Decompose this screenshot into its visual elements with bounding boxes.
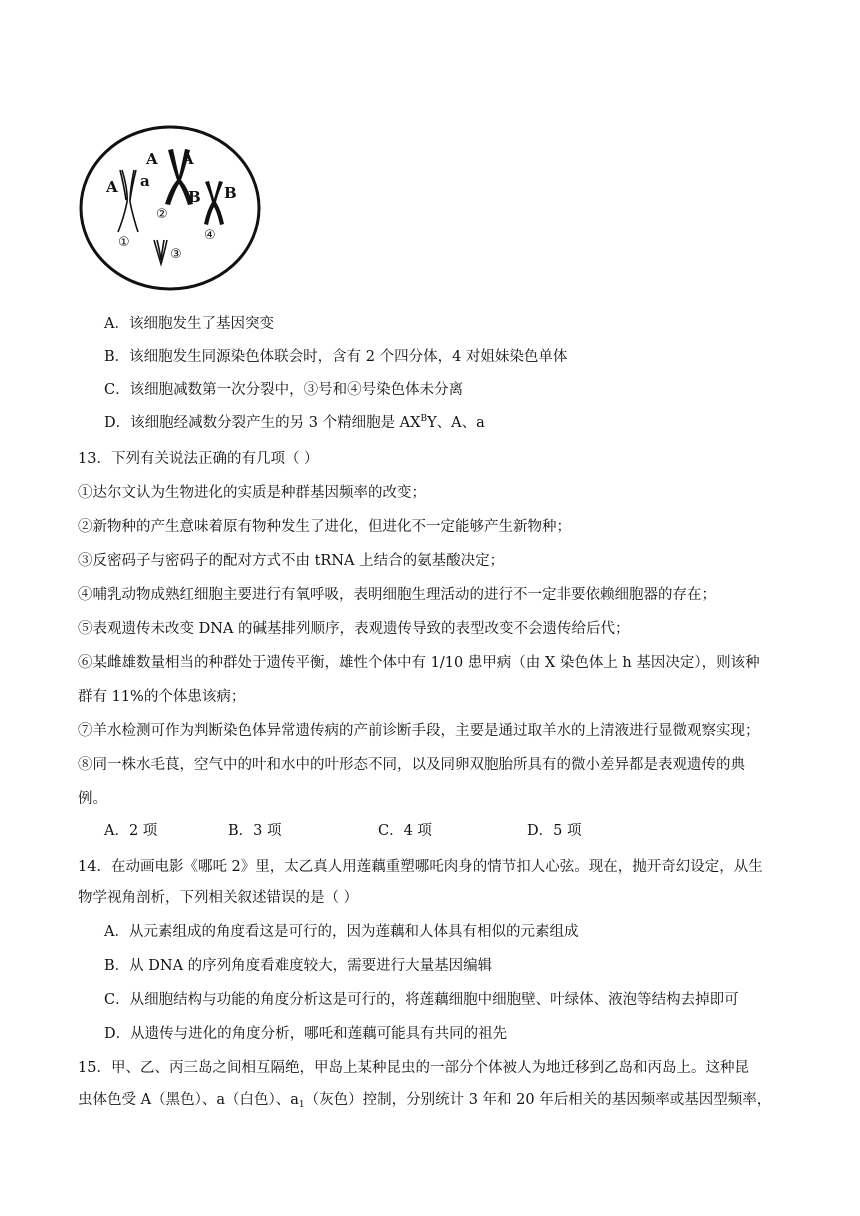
chromosome-1 bbox=[118, 170, 138, 232]
q13-item-1: ①达尔文认为生物进化的实质是种群基因频率的改变； bbox=[78, 485, 426, 501]
q12-option-a: A．该细胞发生了基因突变 bbox=[104, 316, 274, 332]
q14-option-c: C．从细胞结构与功能的角度分析这是可行的，将莲藕细胞中细胞壁、叶绿体、液泡等结构去掉即可 bbox=[104, 992, 739, 1008]
q13-item-4: ④哺乳动物成熟红细胞主要进行有氧呼吸，表明细胞生理活动的进行不一定非要依赖细胞器的存在； bbox=[78, 587, 716, 603]
q13-item-8: ⑧同一株水毛茛，空气中的叶和水中的叶形态不同，以及同卵双胞胎所具有的微小差异都是表观遗传的典 bbox=[78, 757, 745, 773]
label-c1-right: a bbox=[140, 172, 150, 190]
number-2: ② bbox=[156, 207, 168, 222]
q13-stem: 13．下列有关说法正确的有几项（ ） bbox=[78, 451, 319, 467]
q14-option-a: A．从元素组成的角度看这是可行的，因为莲藕和人体具有相似的元素组成 bbox=[104, 924, 579, 940]
q13-item-3: ③反密码子与密码子的配对方式不由 tRNA 上结合的氨基酸决定； bbox=[78, 553, 505, 569]
label-c2-right: A bbox=[182, 150, 194, 168]
chromosome-3 bbox=[154, 240, 167, 264]
label-c2-left: A bbox=[146, 150, 158, 168]
q12-option-d bbox=[104, 413, 485, 433]
q13-option-a: A．2 项 bbox=[104, 823, 158, 839]
q13-option-d: D．5 项 bbox=[527, 823, 582, 839]
q14-stem-line2: 物学视角剖析，下列相关叙述错误的是（ ） bbox=[78, 890, 359, 906]
number-4: ④ bbox=[204, 228, 216, 243]
q13-option-b: B．3 项 bbox=[228, 823, 282, 839]
q13-item-6: ⑥某雌雄数量相当的种群处于遗传平衡，雄性个体中有 1/10 患甲病（由 X 染色体上 h 基因决定），则该种 bbox=[78, 655, 760, 671]
q12-option-d-suffix: Y、A、a bbox=[427, 415, 485, 431]
q14-stem-line1: 14．在动画电影《哪吒 2》里，太乙真人用莲藕重塑哪吒肉身的情节扣人心弦。现在，抛开奇幻设定，从生 bbox=[78, 859, 763, 875]
q14-option-b: B．从 DNA 的序列角度看难度较大，需要进行大量基因编辑 bbox=[104, 958, 493, 974]
label-c1-left: A bbox=[106, 178, 118, 196]
q12-option-d-prefix: D．该细胞经减数分裂产生的另 3 个精细胞是 AX bbox=[104, 415, 421, 431]
number-3: ③ bbox=[170, 247, 182, 262]
q13-item-2: ②新物种的产生意味着原有物种发生了进化，但进化不一定能够产生新物种； bbox=[78, 519, 571, 535]
q13-item-7: ⑦羊水检测可作为判断染色体异常遗传病的产前诊断手段，主要是通过取羊水的上清液进行显微观察实现； bbox=[78, 723, 760, 739]
q13-item-5: ⑤表观遗传未改变 DNA 的碱基排列顺序，表观遗传导致的表型改变不会遗传给后代； bbox=[78, 621, 630, 637]
label-c4-right: B bbox=[224, 184, 237, 202]
q13-item-8-cont: 例。 bbox=[78, 791, 107, 807]
q15-stem-line1: 15．甲、乙、丙三岛之间相互隔绝，甲岛上某种昆虫的一部分个体被人为地迁移到乙岛和丙岛上。这种昆 bbox=[78, 1060, 749, 1076]
q14-option-d: D．从遗传与进化的角度分析，哪吒和莲藕可能具有共同的祖先 bbox=[104, 1026, 508, 1042]
q12-option-b: B．该细胞发生同源染色体联会时，含有 2 个四分体，4 对姐妹染色单体 bbox=[104, 349, 568, 365]
q13-option-c: C．4 项 bbox=[378, 823, 432, 839]
q15-stem-line2-suffix: （灰色）控制，分别统计 3 年和 20 年后相关的基因频率或基因型频率， bbox=[304, 1092, 772, 1108]
chromosome-4 bbox=[204, 181, 224, 225]
number-1: ① bbox=[118, 235, 130, 250]
q15-stem-line2-prefix: 虫体色受 A（黑色）、a（白色）、a bbox=[78, 1092, 299, 1108]
q12-option-d-sup: B bbox=[420, 414, 428, 424]
q13-item-6-cont: 群有 11%的个体患该病； bbox=[78, 689, 246, 705]
q12-option-c: C．该细胞减数第一次分裂中，③号和④号染色体未分离 bbox=[104, 382, 464, 398]
q15-stem-line2 bbox=[78, 1090, 771, 1110]
q15-stem-line2-sub: 1 bbox=[298, 1100, 305, 1110]
cell-chromosome-figure bbox=[78, 122, 264, 294]
label-c4-left: B bbox=[188, 188, 201, 206]
